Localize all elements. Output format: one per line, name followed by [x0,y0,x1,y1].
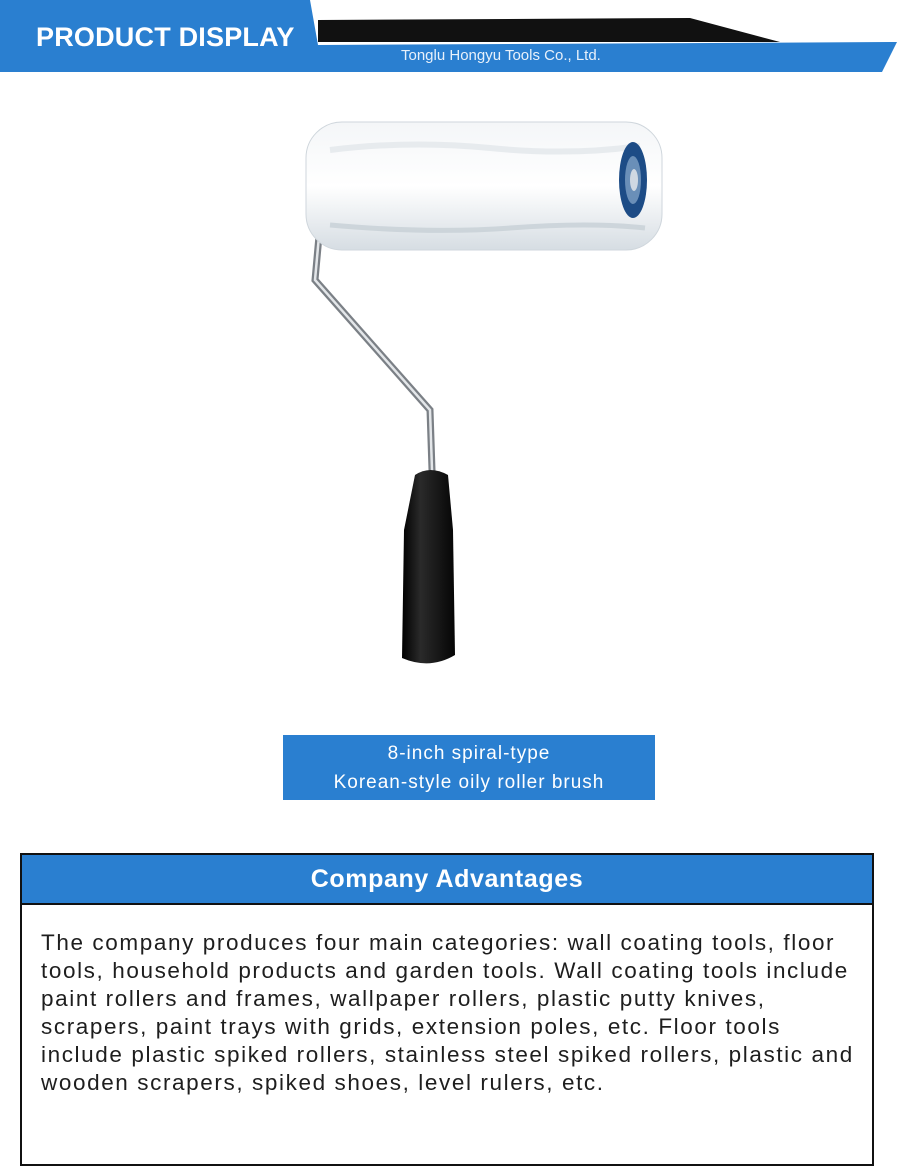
page-title: PRODUCT DISPLAY [36,22,295,52]
caption-line-2: Korean-style oily roller brush [333,772,605,793]
paint-roller-image [290,110,670,690]
company-advantages-panel [20,853,874,1166]
product-caption [283,735,655,800]
advantages-heading: Company Advantages [22,855,872,905]
caption-line-1: 8-inch spiral-type [387,743,551,764]
advantages-body: The company produces four main categories: wall coating tools, floor tools, household products and garden tools. Wall coating tools include paint rollers and frames, wallpaper rollers, plastic putty knives, scrapers, paint trays with grids, extension poles, etc. Floor tools include plastic spiked rollers, stainless steel spiked rollers, plastic and wooden scrapers, spiked shoes, level rulers, etc. [41,930,854,1095]
header-banner [0,0,897,72]
company-name: Tonglu Hongyu Tools Co., Ltd. [401,47,601,64]
